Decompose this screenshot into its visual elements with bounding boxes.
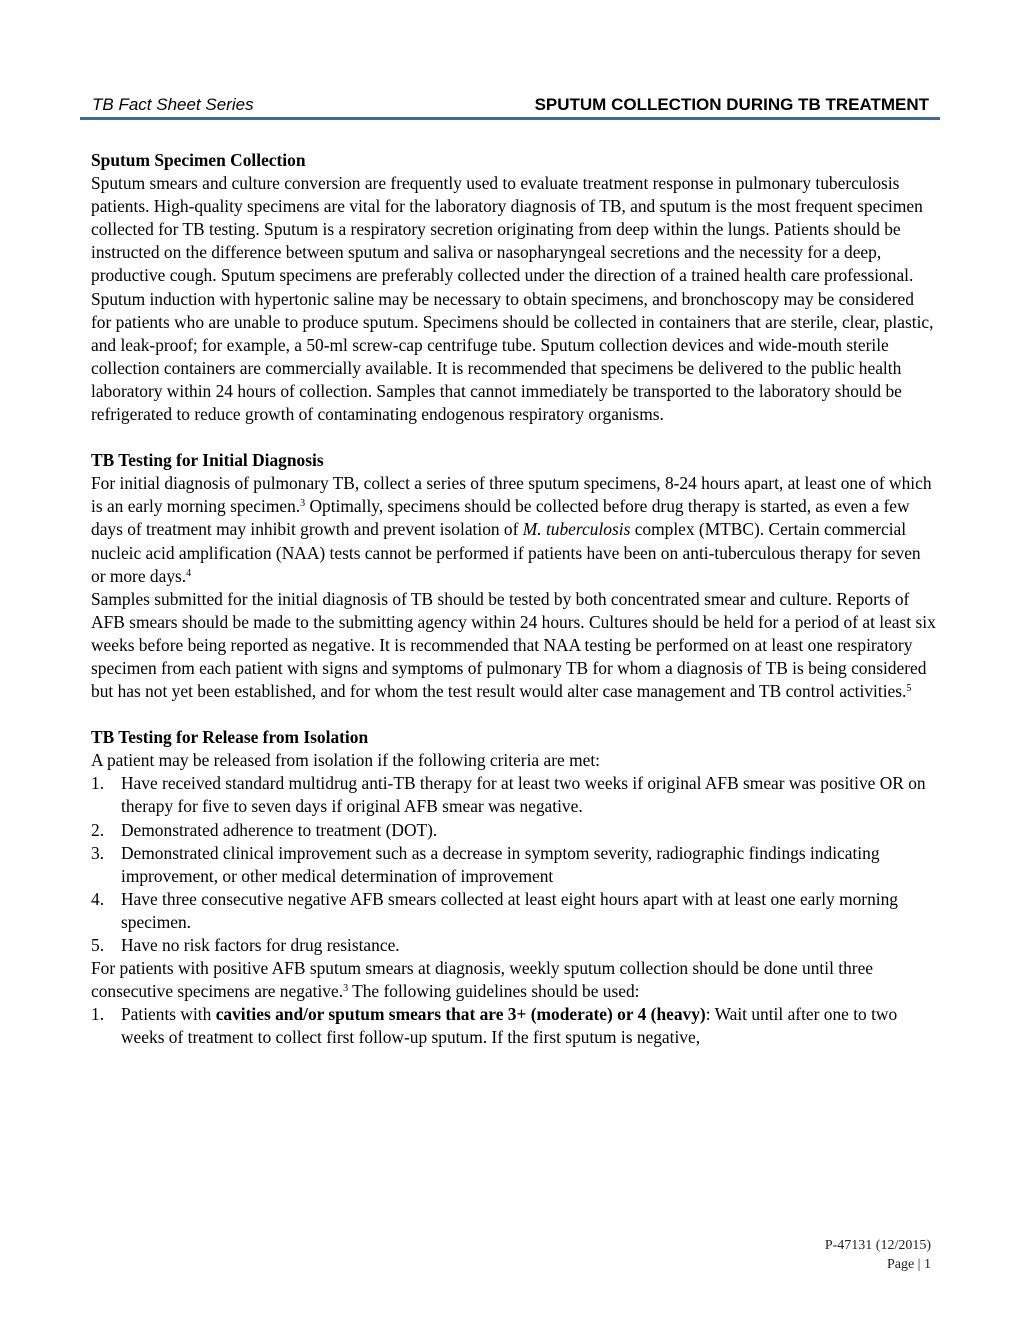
list-number: 5. [91,935,105,955]
text-run: The following guidelines should be used: [348,981,640,1002]
header-divider [80,117,940,120]
list-text: Have three consecutive negative AFB smears collected at least eight hours apart with at least one early morning specimen. [121,888,898,932]
list-item [91,934,936,957]
list-text: Demonstrated adherence to treatment (DOT). [121,819,438,840]
document-title: SPUTUM COLLECTION DURING TB TREATMENT [534,95,929,114]
footnote-ref: 4 [186,567,192,579]
section-specimen-collection [91,149,936,426]
section-heading: TB Testing for Initial Diagnosis [91,450,324,471]
section-release-from-isolation [91,726,936,1049]
criteria-list [91,772,936,957]
list-item [91,772,936,818]
text-run: For patients with positive AFB sputum smears at diagnosis, weekly sputum collection should be done until three consecutive specimens are negative. [91,958,874,1002]
text-run: Samples submitted for the initial diagnosis of TB should be tested by both concentrated smear and culture. Reports of AFB smears should be made to the submitting agency within 24 hours. Cultures should be held for a period of at least six weeks before being reported as negative. It is recommended that NAA testing be performed on at least one respiratory specimen from each patient with signs and symptoms of pulmonary TB for whom a diagnosis of TB is being considered but has not yet been established, and for whom the test result would alter case management and TB control activities. [91,588,936,702]
list-number: 1. [91,773,105,794]
list-text: Have received standard multidrug anti-TB therapy for at least two weeks if original AFB smear was positive OR on therapy for five to seven days if original AFB smear was negative. [121,773,926,817]
paragraph: Sputum smears and culture conversion are frequently used to evaluate treatment response in pulmonary tuberculosis patients. High-quality specimens are vital for the laboratory diagnosis of TB, and sputum is the most frequent specimen collected for TB testing. Sputum is a respiratory secretion originating from deep within the lungs. Patients should be instructed on the difference between sputum and saliva or nasopharyngeal secretions and the necessity for a deep, productive cough. Sputum specimens are preferably collected under the direction of a trained health care professional. [91,173,923,286]
list-number: 4. [91,888,105,909]
text-run: Optimally, specimens should be collected before drug therapy is started, as even a few days of treatment may inhibit growth and prevent isolation of [91,496,910,540]
emphasis-text: cavities and/or sputum smears that are 3+ (moderate) or 4 (heavy) [215,1004,706,1025]
section-initial-diagnosis [91,449,936,703]
list-text: Patients with [121,1004,216,1025]
guidelines-list [91,1003,936,1049]
section-heading: TB Testing for Release from Isolation [91,727,369,748]
document-number: P-47131 (12/2015) [824,1238,931,1253]
list-item [91,1003,936,1049]
list-item [91,819,936,842]
series-title: TB Fact Sheet Series [92,95,254,114]
footnote-ref: 3 [300,498,306,510]
list-number: 3. [91,842,105,863]
paragraph [91,588,936,703]
list-item [91,842,936,888]
species-name: M. tuberculosis [522,519,631,540]
paragraph [91,957,936,1003]
list-item [91,888,936,934]
page-footer [825,1236,931,1274]
section-heading: Sputum Specimen Collection [91,150,306,170]
text-run: For initial diagnosis of pulmonary TB, collect a series of three sputum specimens, 8-24 hours apart, at least one of which is an early morning specimen. [91,473,932,517]
footnote-ref: 5 [906,683,912,695]
list-text: : Wait until after one to two weeks of treatment to collect first follow-up sputum. If the first sputum is negative, [121,1004,898,1048]
document-body [91,149,936,1072]
paragraph: Sputum induction with hypertonic saline may be necessary to obtain specimens, and bronchoscopy may be considered for patients who are unable to produce sputum. Specimens should be collected in containers that are sterile, clear, plastic, and leak-proof; for example, a 50-ml screw-cap centrifuge tube. Sputum collection devices and wide-mouth sterile collection containers are commercially available. It is recommended that specimens be delivered to the public health laboratory within 24 hours of collection. Samples that cannot immediately be transported to the laboratory should be refrigerated to reduce growth of contaminating endogenous respiratory organisms. [91,288,934,425]
page-header [81,89,938,115]
paragraph [91,472,936,587]
text-run: complex (MTBC). Certain commercial nucleic acid amplification (NAA) tests cannot be performed if patients have been on anti-tuberculous therapy for seven or more days. [91,519,921,586]
paragraph: A patient may be released from isolation if the following criteria are met: [91,750,600,771]
page-number: Page | 1 [886,1257,931,1272]
list-number: 1. [91,1004,105,1025]
list-text: Have no risk factors for drug resistance. [121,935,400,955]
list-text: Demonstrated clinical improvement such as a decrease in symptom severity, radiographic findings indicating improvement, or other medical determination of improvement [121,842,880,886]
footnote-ref: 3 [343,983,349,995]
list-number: 2. [91,819,105,840]
